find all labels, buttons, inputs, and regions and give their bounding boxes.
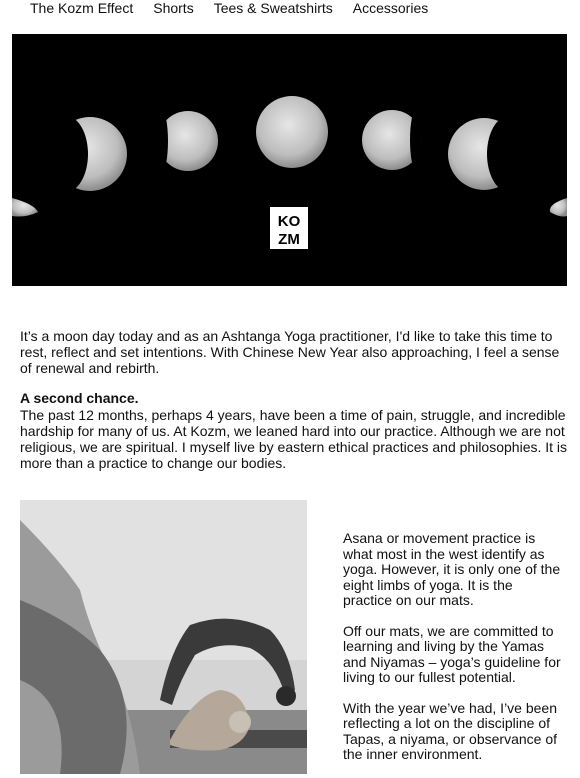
body-paragraph: The past 12 months, perhaps 4 years, have been a time of pain, struggle, and incredible hardship for many of us. At Kozm, we leaned hard into our practice. Although we are not religious, we are spiritual. I myself live by eastern ethical practices and philosophies. It is more than a practice to change our bodies.: [20, 407, 568, 471]
side-paragraph: With the year we’ve had, I’ve been reflecting a lot on the discipline of Tapas, a niyama, or observance of the inner environment.: [343, 699, 558, 762]
svg-text:KO: KO: [277, 213, 301, 230]
nav-item-shorts[interactable]: Shorts: [153, 0, 194, 16]
svg-text:ZM: ZM: [278, 231, 300, 248]
top-nav: [30, 0, 428, 18]
intro-paragraph: It’s a moon day today and as an Ashtanga Yoga practitioner, I'd like to take this time to rest, reflect and set intentions. With Chinese New Year also approaching, I feel a sense of renewal and rebirth.: [20, 328, 560, 376]
nav-item-kozm-effect[interactable]: The Kozm Effect: [30, 0, 134, 16]
moon-crescent-left: [44, 116, 127, 192]
yoga-photo[interactable]: [20, 500, 307, 774]
moon-full: [256, 96, 328, 168]
yoga-practice-image: [20, 500, 307, 774]
moon-crescent-right: [448, 116, 531, 192]
moon-phases-image: [12, 34, 567, 286]
nav-item-accessories[interactable]: Accessories: [352, 0, 429, 16]
moon-gibbous-left: [156, 111, 218, 171]
side-text: [343, 531, 565, 778]
side-paragraph: Asana or movement practice is what most in the west identify as yoga. However, it is only one of the eight limbs of yoga. It is the practice on our mats.: [343, 530, 561, 608]
hero-banner[interactable]: [12, 34, 567, 286]
nav-item-tees-sweatshirts[interactable]: Tees & Sweatshirts: [213, 0, 333, 16]
kozm-logo: [270, 207, 308, 249]
side-paragraph: Off our mats, we are committed to learning and living by the Yamas and Niyamas – yoga’s guideline for living to our fullest potential.: [343, 622, 561, 685]
section-heading: A second chance.: [20, 390, 139, 406]
moon-gibbous-right: [362, 110, 422, 170]
